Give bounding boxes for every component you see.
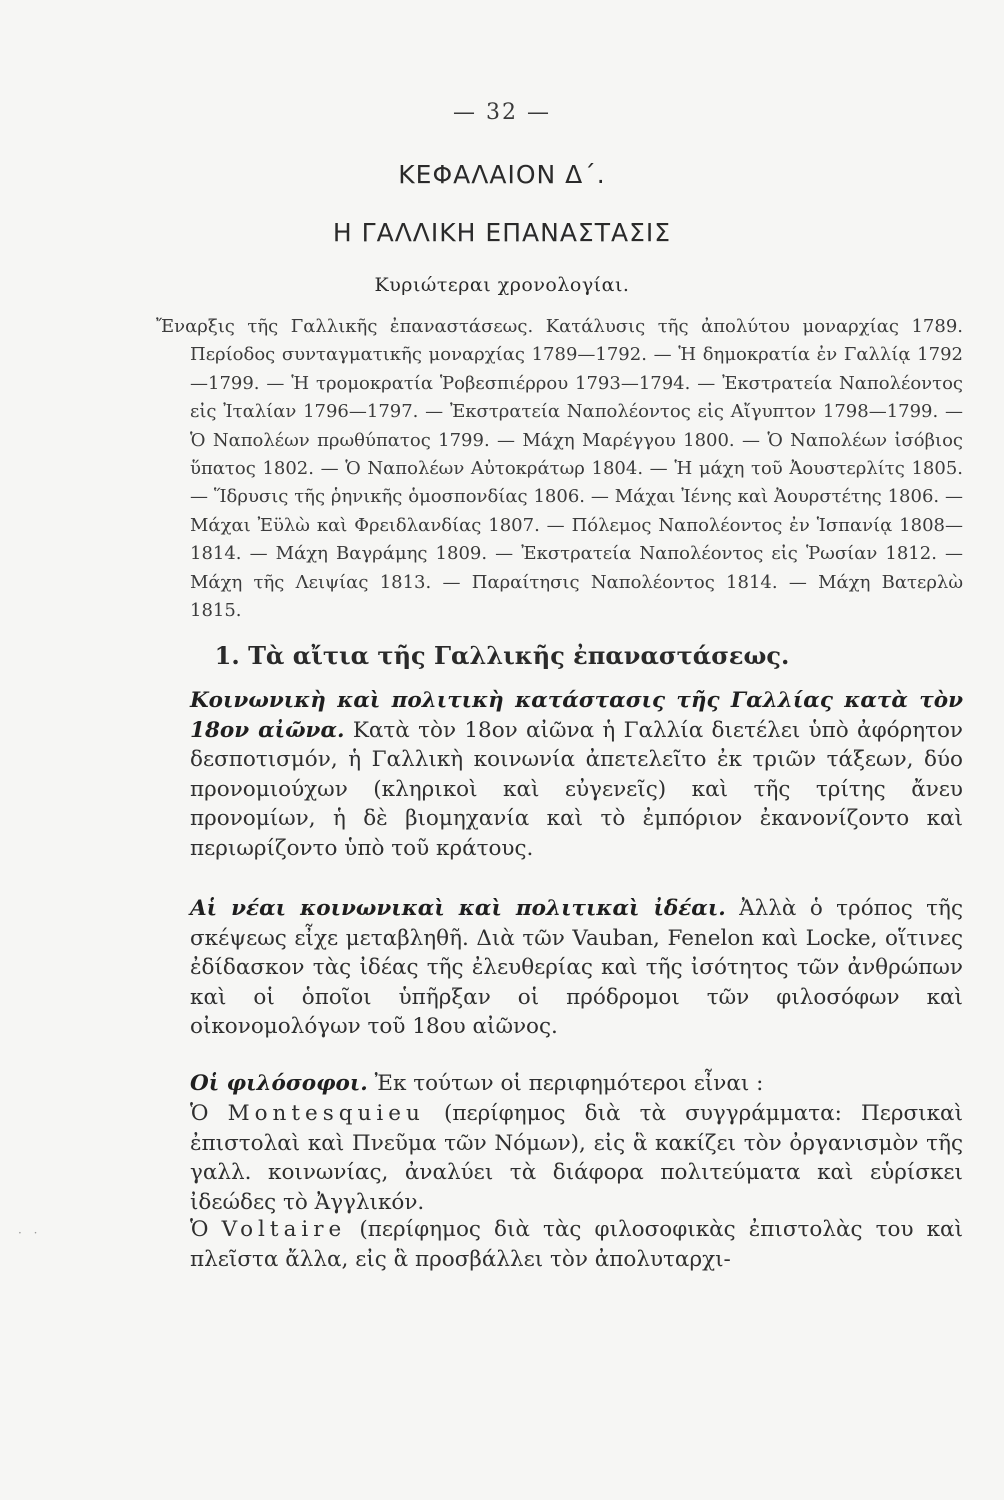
paragraph-text: Κατὰ τὸν 18ον αἰῶνα ἡ Γαλλία διετέλει ὑπὸ ἀφόρητον δεσποτισμόν, ἡ Γαλλικὴ κοινωνία ἀπετελεῖτο ἐκ τριῶν τάξεων, δύο προνομιούχων (κληρικοὶ καὶ εὐγενεῖς) καὶ τῆς τρίτης ἄνευ προνομίων, ἡ δὲ βιομηχανία καὶ τὸ ἐμπόριον ἐκανονίζοντο καὶ περιωρίζοντο ὑπὸ τοῦ κράτους. xyxy=(190,717,964,861)
section-heading: 1. Τὰ αἴτια τῆς Γαλλικῆς ἐπαναστάσεως. xyxy=(214,641,790,670)
paragraph-text: Ἀλλὰ ὁ τρόπος τῆς σκέψεως εἶχε μεταβληθῆ. Διὰ τῶν Vauban, Fenelon καὶ Locke, οἵτινες ἐδίδασκον τὰς ἰδέας τῆς ἐλευθερίας καὶ τῆς ἰσότητος τῶν ἀνθρώπων καὶ οἱ ὁποῖοι ὑπῆρξαν οἱ πρόδρομοι τῶν φιλοσόφων καὶ οἰκονομολόγων τοῦ 18ου αἰῶνος. xyxy=(190,896,963,1040)
paragraph-lead: Κοινωνικὴ καὶ πολιτικὴ κατάστασις τῆς Γαλλίας κατὰ τὸν 18ον αἰῶνα. xyxy=(190,688,963,743)
paragraph-text: (περίφημος διὰ τὰ συγγράμματα: Περσικαὶ ἐπιστολαὶ καὶ Πνεῦμα τῶν Νόμων), εἰς ἃ κακίζει τὸν ὀργανισμὸν τῆς γαλλ. κοινωνίας, ἀναλύει τὰ διάφορα πολιτεύματα καὶ εὑρίσκει ἰδεώδες τὸ Ἀγγλικόν. xyxy=(190,1101,964,1215)
chronology-text: Ἔναρξις τῆς Γαλλικῆς ἐπαναστάσεως. Κατάλυσις τῆς ἀπολύτου μοναρχίας 1789. Περίοδος συνταγματικῆς μοναρχίας 1789—1792. — Ἡ δημοκρατία ἐν Γαλλίᾳ 1792—1799. — Ἡ τρομοκρατία Ῥοβεσπιέρρου 1793—1794. — Ἐκστρατεία Ναπολέοντος εἰς Ἰταλίαν 1796—1797. — Ἐκστρατεία Ναπολέοντος εἰς Αἴγυπτον 1798—1799. — Ὁ Ναπολέων πρωθύπατος 1799. — Μάχη Μαρέγγου 1800. — Ὁ Ναπολέων ἰσόβιος ὕπατος 1802. — Ὁ Ναπολέων Αὐτοκράτωρ 1804. — Ἡ μάχη τοῦ Ἀουστερλίτς 1805. — Ἵδρυσις τῆς ῥηνικῆς ὁμοσπονδίας 1806. — Μάχαι Ἰένης καὶ Ἀουρστέτης 1806. — Μάχαι Ἐϋλὼ καὶ Φρειδλανδίας 1807. — Πόλεμος Ναπολέοντος ἐν Ἱσπανίᾳ 1808—1814. — Μάχη Βαγράμης 1809. — Ἐκστρατεία Ναπολέοντος εἰς Ῥωσίαν 1812. — Μάχη τῆς Λειψίας 1813. — Παραίτησις Ναπολέοντος 1814. — Μάχη Βατερλὼ 1815. xyxy=(156,316,963,622)
paragraph-social-political-state xyxy=(190,686,963,864)
chapter-title: ΚΕΦΑΛΑΙΟΝ Δ΄. xyxy=(398,160,606,189)
chapter-subtitle: Η ΓΑΛΛΙΚΗ ΕΠΑΝΑΣΤΑΣΙΣ xyxy=(332,218,672,247)
paragraph-lead: Οἱ φιλόσοφοι. xyxy=(190,1071,368,1096)
paragraph-lead: Αἱ νέαι κοινωνικαὶ καὶ πολιτικαὶ ἰδέαι. xyxy=(190,896,726,921)
paragraph-text: Ἐκ τούτων οἱ περιφημότεροι εἶναι : xyxy=(367,1071,764,1096)
paragraph-philosophers xyxy=(190,1069,963,1099)
page-number: — 32 — xyxy=(453,100,551,125)
chronology-paragraph xyxy=(156,313,963,625)
paragraph-prefix: Ὁ xyxy=(190,1217,222,1242)
margin-speck-mark: · · xyxy=(18,1226,42,1240)
paragraph-montesquieu xyxy=(190,1099,963,1217)
paragraph-text: (περίφημος διὰ τὰς φιλοσοφικὰς ἐπιστολὰς του καὶ πλεῖστα ἄλλα, εἰς ἃ προσβάλλει τὸν ἀπολυταρχι- xyxy=(190,1217,964,1272)
chronology-heading: Κυριώτεραι χρονολογίαι. xyxy=(374,274,630,296)
paragraph-voltaire xyxy=(190,1215,963,1274)
person-name: Voltaire xyxy=(221,1217,347,1242)
paragraph-new-ideas xyxy=(190,894,963,1042)
person-name: Montesquieu xyxy=(227,1101,425,1126)
paragraph-prefix: Ὁ xyxy=(190,1101,228,1126)
